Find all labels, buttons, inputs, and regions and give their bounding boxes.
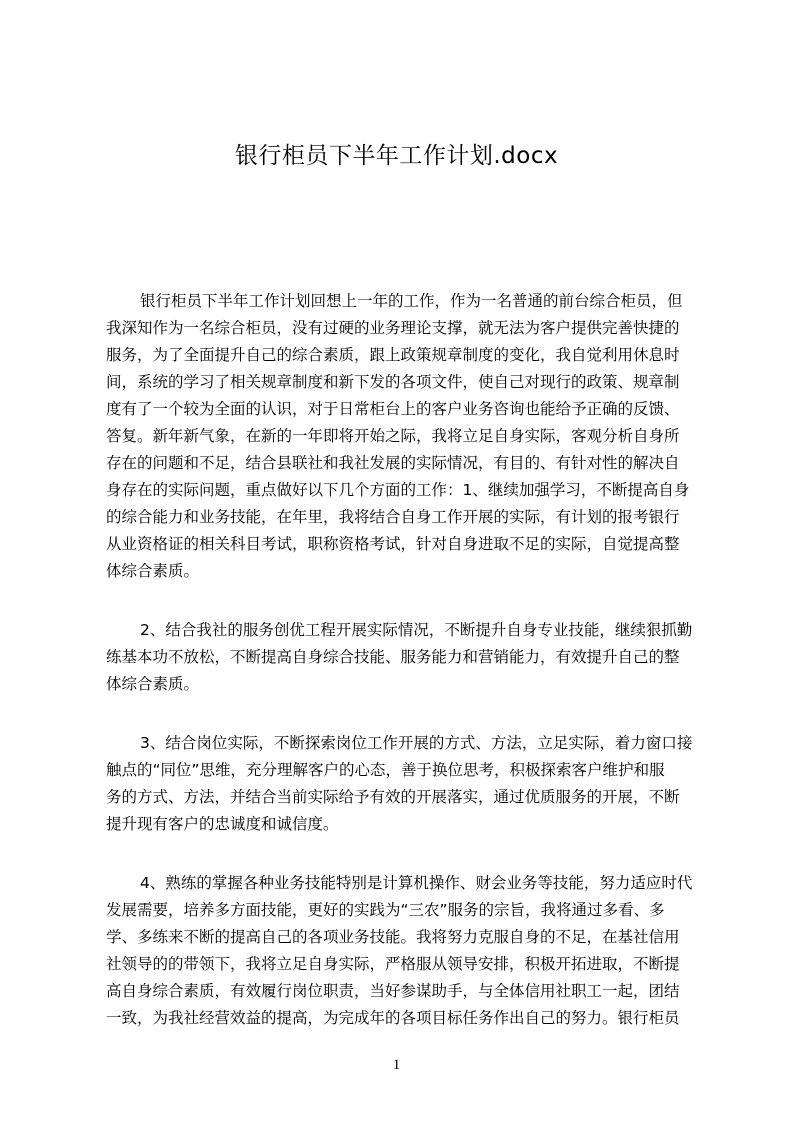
paragraph-line: 2、结合我社的服务创优工程开展实际情况，不断提升自身专业技能，继续狠抓勤: [140, 621, 693, 639]
paragraph-line: 发展需要，培养多方面技能，更好的实践为“三农”服务的宗旨，我将通过多看、多: [106, 901, 665, 919]
page-number: 1: [392, 1057, 401, 1073]
paragraph-line: 从业资格证的相关科目考试，职称资格考试，针对自身进取不足的实际，自觉提高整: [106, 535, 680, 553]
paragraph-line: 练基本功不放松，不断提高自身综合技能、服务能力和营销能力，有效提升自己的整: [106, 648, 680, 666]
paragraph-4: [106, 870, 699, 1032]
paragraph-line: 务的方式、方法，并结合当前实际给予有效的开展落实，通过优质服务的开展，不断: [106, 788, 680, 806]
paragraph-line: 社领导的的带领下，我将立足自身实际，严格服从领导安排，积极开拓进取，不断提: [106, 955, 680, 973]
paragraph-line: 身存在的实际问题，重点做好以下几个方面的工作：1、继续加强学习，不断提高自身: [106, 481, 690, 499]
paragraph-line: 提升现有客户的忠诚度和诚信度。: [106, 815, 339, 833]
paragraph-line: 答复。新年新气象，在新的一年即将开始之际，我将立足自身实际，客观分析自身所: [106, 427, 680, 445]
paragraph-line: 高自身综合素质，有效履行岗位职责，当好参谋助手，与全体信用社职工一起，团结: [106, 982, 680, 1000]
paragraph-line: 银行柜员下半年工作计划回想上一年的工作，作为一名普通的前台综合柜员，但: [140, 292, 683, 310]
paragraph-3: [106, 730, 699, 838]
paragraph-1: [106, 288, 699, 585]
paragraph-line: 3、结合岗位实际，不断探索岗位工作开展的方式、方法，立足实际，着力窗口接: [140, 734, 693, 752]
paragraph-line: 触点的“同位”思维，充分理解客户的心态，善于换位思考，积极探索客户维护和服: [106, 761, 665, 779]
paragraph-line: 间，系统的学习了相关规章制度和新下发的各项文件，使自己对现行的政策、规章制: [106, 373, 680, 391]
paragraph-line: 服务，为了全面提升自己的综合素质，跟上政策规章制度的变化，我自觉利用休息时: [106, 346, 680, 364]
paragraph-line: 体综合素质。: [106, 562, 200, 580]
paragraph-line: 体综合素质。: [106, 675, 200, 693]
paragraph-line: 存在的问题和不足，结合县联社和我社发展的实际情况，有目的、有针对性的解决自: [106, 454, 680, 472]
paragraph-line: 我深知作为一名综合柜员，没有过硬的业务理论支撑，就无法为客户提供完善快捷的: [106, 319, 680, 337]
document-body: [106, 288, 699, 1064]
paragraph-line: 学、多练来不断的提高自己的各项业务技能。我将努力克服自身的不足，在基社信用: [106, 928, 680, 946]
paragraph-line: 的综合能力和业务技能，在年里，我将结合自身工作开展的实际，有计划的报考银行: [106, 508, 680, 526]
paragraph-2: [106, 617, 699, 698]
paragraph-line: 一致，为我社经营效益的提高，为完成年的各项目标任务作出自己的努力。银行柜员: [106, 1009, 680, 1027]
paragraph-line: 4、熟练的掌握各种业务技能特别是计算机操作、财会业务等技能，努力适应时代: [140, 874, 693, 892]
paragraph-line: 度有了一个较为全面的认识，对于日常柜台上的客户业务咨询也能给予正确的反馈、: [106, 400, 680, 418]
document-title: 银行柜员下半年工作计划.docx: [234, 143, 559, 169]
